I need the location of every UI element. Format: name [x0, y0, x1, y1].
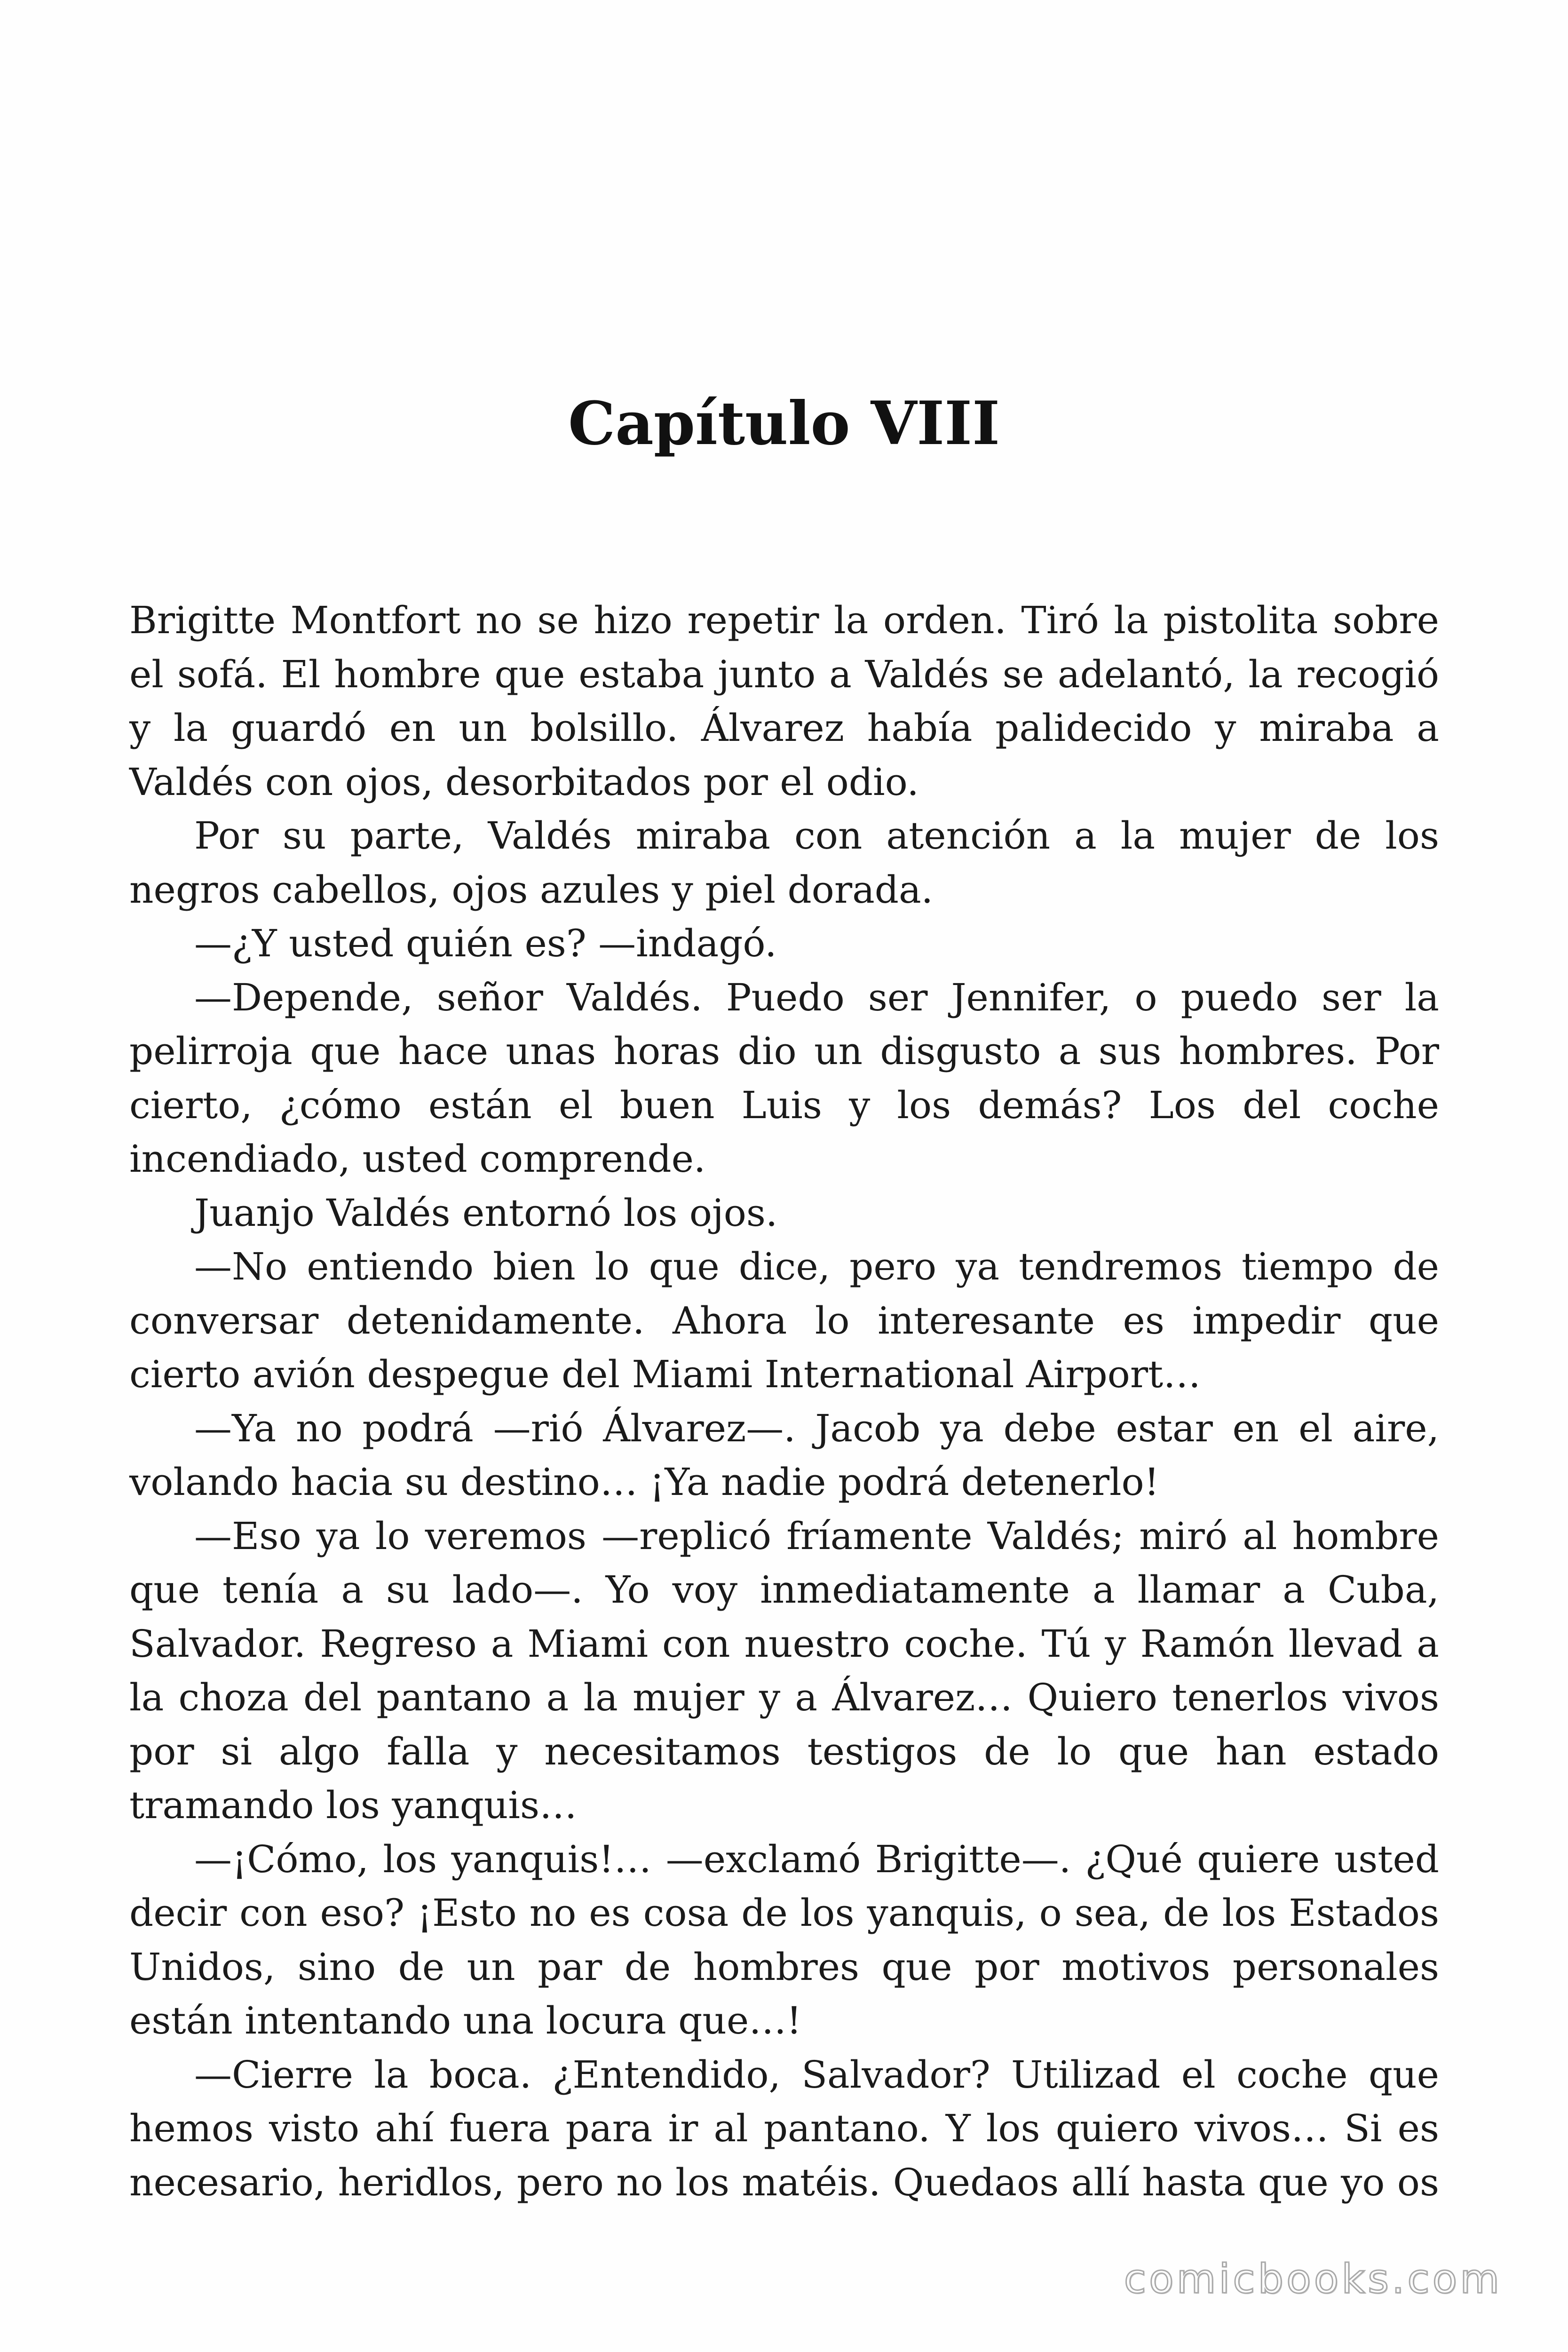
watermark-logo: comicbooks.com	[1124, 2256, 1502, 2303]
paragraph: —¿Y usted quién es? —indagó.	[194, 922, 777, 965]
paragraph: Por su parte, Valdés miraba con atención a la mujer de los negros cabellos, ojos azules y piel dorada.	[129, 814, 1439, 912]
paragraph: —Eso ya lo veremos —replicó fríamente Valdés; miró al hombre que tenía a su lado—. Yo voy inmediatamente a llamar a Cuba, Salvador. Regreso a Miami con nuestro coche. Tú y Ramón llevad a la choza del pantano a la mujer y a Álvarez… Quiero tenerlos vivos por si algo falla y necesitamos testigos de lo que han estado tramando los yanquis…	[129, 1514, 1439, 1827]
paragraph: —Depende, señor Valdés. Puedo ser Jennifer, o puedo ser la pelirroja que hace unas horas dio un disgusto a sus hombres. Por cierto, ¿cómo están el buen Luis y los demás? Los del coche incendiado, usted comprende.	[129, 975, 1439, 1181]
paragraph: —No entiendo bien lo que dice, pero ya tendremos tiempo de conversar detenidamente. Ahora lo interesante es impedir que cierto avión despegue del Miami International Airport…	[129, 1245, 1439, 1396]
paragraph: —Ya no podrá —rió Álvarez—. Jacob ya debe estar en el aire, volando hacia su destino… ¡Ya nadie podrá detenerlo!	[129, 1406, 1439, 1504]
chapter-title: Capítulo VIII	[568, 389, 1000, 458]
chapter-body	[129, 594, 1439, 2209]
paragraph: Brigitte Montfort no se hizo repetir la orden. Tiró la pistolita sobre el sofá. El hombre que estaba junto a Valdés se adelantó, la recogió y la guardó en un bolsillo. Álvarez había palidecido y miraba a Valdés con ojos, desorbitados por el odio.	[129, 598, 1439, 804]
paragraph: —¡Cómo, los yanquis!… —exclamó Brigitte—. ¿Qué quiere usted decir con eso? ¡Esto no es cosa de los yanquis, o sea, de los Estados Unidos, sino de un par de hombres que por motivos personales están intentando una locura que…!	[129, 1837, 1439, 2042]
paragraph: —Cierre la boca. ¿Entendido, Salvador? Utilizad el coche que hemos visto ahí fuera para ir al pantano. Y los quiero vivos… Si es necesario, heridlos, pero no los matéis. Quedaos allí hasta que yo os	[129, 2052, 1439, 2204]
paragraph: Juanjo Valdés entornó los ojos.	[194, 1191, 778, 1235]
